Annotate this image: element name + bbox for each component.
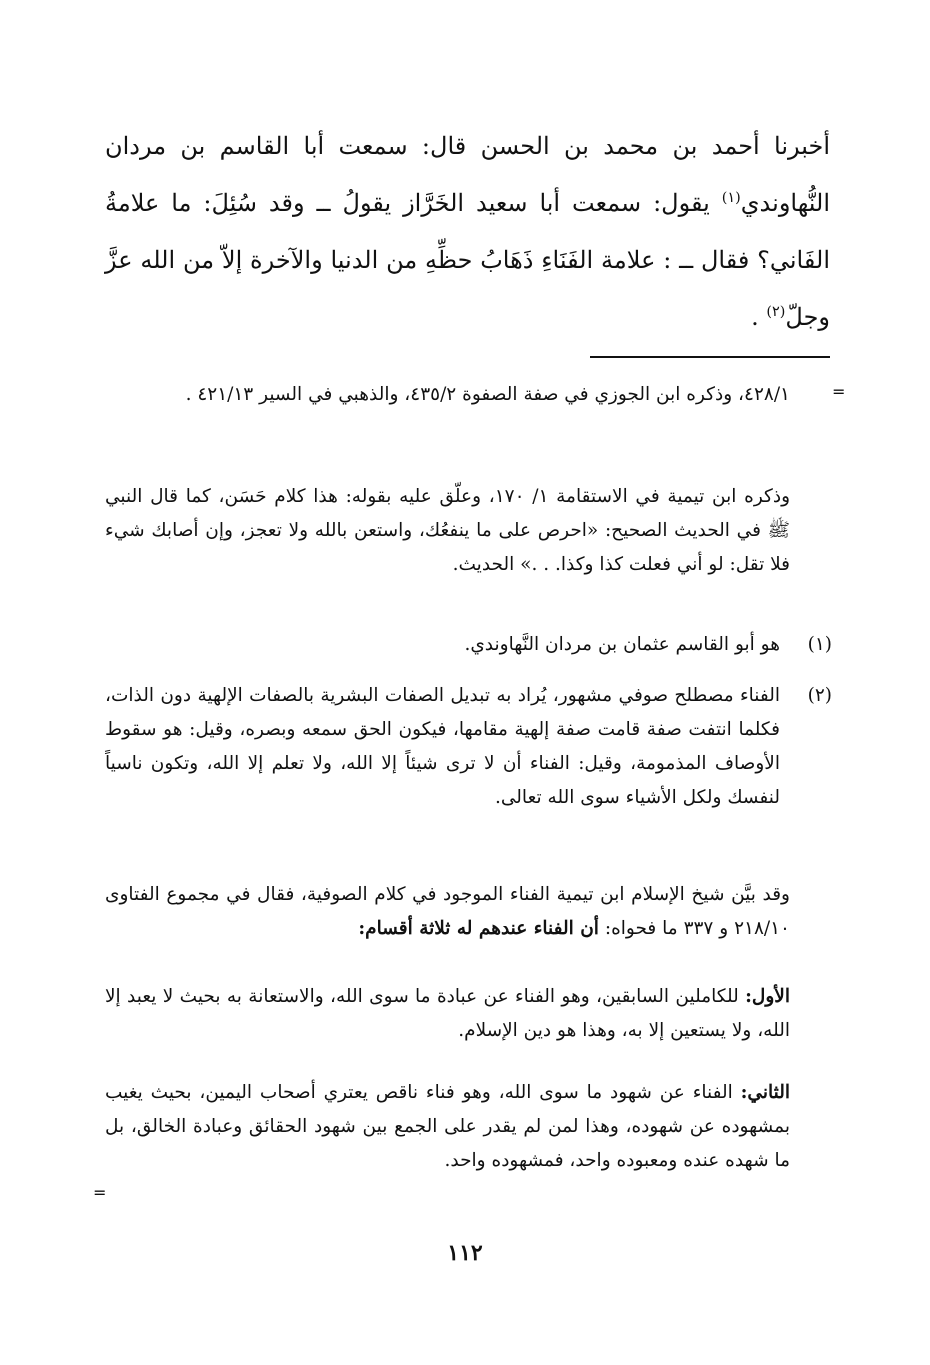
footnote-2-number: (٢) bbox=[807, 685, 832, 706]
footnote-1-number: (١) bbox=[807, 634, 832, 655]
footnote-2-p3-label: الأول: bbox=[745, 986, 790, 1007]
footnote-2-p2-text: وقد بيَّن شيخ الإسلام ابن تيمية الفناء الموجود في كلام الصوفية، فقال في مجموع الفتاوى ٢١٨/١٠ و ٣٣٧ ما فحواه: bbox=[105, 884, 790, 939]
footnote-2-paragraph-2 bbox=[105, 878, 790, 946]
continuation-marker-bottom: = bbox=[93, 1183, 107, 1202]
footnote-ref-2: (٢) bbox=[766, 304, 786, 320]
footnote-continuation-line-1: ٤٢٨/١، وذكره ابن الجوزي في صفة الصفوة ٤٣٥/٢، والذهبي في السير ٤٢١/١٣ . bbox=[185, 384, 790, 405]
footnote-continuation-2 bbox=[105, 480, 790, 582]
footnote-2-p4-text: الفناء عن شهود ما سوى الله، وهو فناء ناقص يعتري أصحاب اليمين، بحيث يغيب بمشهوده عن شهوده، وهذا لمن لم يقدر على الجمع بين شهود الحقائق وعبادة الخالق، بل ما شهده عنده ومعبوده واحد، فمشهوده واحد. bbox=[105, 1082, 790, 1171]
main-paragraph bbox=[105, 118, 830, 346]
continuation-marker-top: = bbox=[832, 382, 846, 401]
footnote-ref-1: (١) bbox=[721, 190, 741, 206]
footnote-2 bbox=[105, 679, 780, 815]
footnote-2-p2-bold: أن الفناء عندهم له ثلاثة أقسام: bbox=[358, 918, 599, 939]
footnote-1-text: هو أبو القاسم عثمان بن مردان النَّهاوندي. bbox=[464, 634, 780, 655]
footnote-2-p2 bbox=[105, 878, 790, 946]
main-text-end: . bbox=[751, 303, 767, 331]
footnote-2-text: الفناء مصطلح صوفي مشهور، يُراد به تبديل الصفات البشرية بالصفات الإلهية دون الذات، فكلما انتفت صفة قامت صفة إلهية مقامها، فيكون الحق سمعه وبصره، وقيل: هو سقوط الأوصاف المذمومة، وقيل: الفناء أن لا ترى شيئاً إلا الله، ولا تعلم إلا الله، وتكون ناسياً لنفسك ولكل الأشياء سوى الله تعالى. bbox=[105, 685, 780, 808]
footnote-2-paragraph-4 bbox=[105, 1076, 790, 1178]
page-number: ١١٢ bbox=[447, 1240, 483, 1266]
main-text bbox=[105, 118, 830, 346]
main-text-part1: أخبرنا أحمد بن محمد بن الحسن قال: سمعت أبا القاسم بن مردان النُّهاوندي bbox=[105, 132, 830, 217]
footnote-2-p3 bbox=[105, 980, 790, 1048]
footnote-2-p4-label: الثاني: bbox=[740, 1082, 790, 1103]
footnote-2-p4 bbox=[105, 1076, 790, 1178]
footnote-continuation-line-2: وذكره ابن تيمية في الاستقامة ١/ ١٧٠، وعلّق عليه بقوله: هذا كلام حَسَن، كما قال النبي ﷺ في الحديث الصحيح: «احرص على ما ينفعُك، واستعن بالله ولا تعجز، وإن أصابك شيء فلا تقل: لو أني فعلت كذا وكذا. . .» الحديث. bbox=[105, 486, 790, 575]
footnote-2-paragraph-3 bbox=[105, 980, 790, 1048]
footnote-2-p3-text: للكاملين السابقين، وهو الفناء عن عبادة ما سوى الله، والاستعانة به بحيث لا يعبد إلا الله، ولا يستعين إلا به، وهذا هو دين الإسلام. bbox=[105, 986, 790, 1041]
footnote-1 bbox=[105, 628, 780, 662]
main-text-part2: يقول: سمعت أبا سعيد الخَرَّاز يقولُ ــ وقد سُئِلَ: ما علامةُ الفَاني؟ فقال ــ : علامة الفَنَاءِ ذَهَابُ حظِّهِ من الدنيا والآخرة إلاّ من الله عزَّ وجلّ bbox=[105, 189, 830, 331]
footnote-continuation-1 bbox=[105, 378, 790, 412]
footnote-separator bbox=[590, 356, 830, 358]
